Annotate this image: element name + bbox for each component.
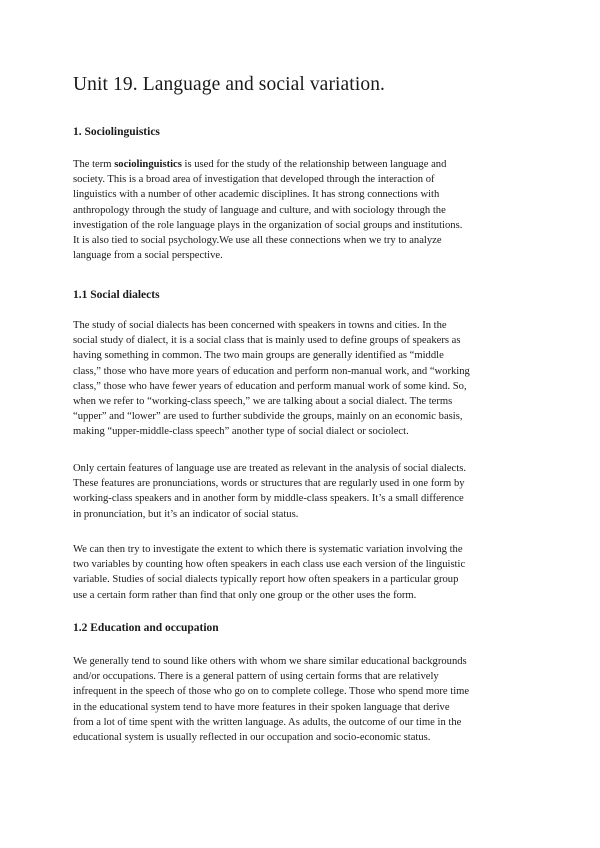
text-line xyxy=(73,157,531,172)
paragraph-social-dialects-1 xyxy=(73,318,531,440)
text-line: making “upper-middle-class speech” another type of social dialect or sociolect. xyxy=(73,426,409,438)
paragraph-sociolinguistics-intro xyxy=(73,157,531,263)
text-line: society. This is a broad area of investigation that developed through the interaction of xyxy=(73,174,435,186)
text-line: two variables by counting how often speakers in each class use each version of the linguistic xyxy=(73,559,466,571)
text-line: having something in common. The two main groups are generally identified as “middle xyxy=(73,350,444,362)
text-line: These features are pronunciations, words or structures that are regularly used in one form by xyxy=(73,478,465,490)
text-line: The study of social dialects has been concerned with speakers in towns and cities. In the xyxy=(73,320,447,331)
term-sociolinguistics: sociolinguistics xyxy=(114,159,182,170)
text-line: in the educational system tend to have more features in their spoken language that derive xyxy=(73,701,450,713)
text-line: educational system is usually reflected in our occupation and socio-economic status. xyxy=(73,731,431,743)
text-line: in pronunciation, but it’s an indicator of social status. xyxy=(73,508,299,520)
text-run: The term xyxy=(73,159,115,170)
text-line: language from a social perspective. xyxy=(73,250,223,262)
text-line: Only certain features of language use are treated as relevant in the analysis of social dialects. xyxy=(73,463,466,474)
page-title: Unit 19. Language and social variation. xyxy=(73,74,386,95)
text-line: We generally tend to sound like others with whom we share similar educational backgrounds xyxy=(73,656,467,667)
paragraph-education-occupation xyxy=(73,654,531,745)
text-line: “upper” and “lower” are used to further subdivide the groups, mainly on an economic basis, xyxy=(73,411,463,423)
section-heading-sociolinguistics: 1. Sociolinguistics xyxy=(73,126,160,138)
text-line: and/or occupations. There is a general pattern of using certain forms that are relatively xyxy=(73,671,439,683)
text-line: infrequent in the speech of those who go on to complete college. Those who spend more time xyxy=(73,686,470,698)
paragraph-social-dialects-3 xyxy=(73,542,531,603)
text-line: linguistics with a number of other academic disciplines. It has strong connections with xyxy=(73,189,440,201)
text-line: working-class speakers and in another form by middle-class speakers. It’s a small difference xyxy=(73,493,464,505)
text-line: It is also tied to social psychology.We use all these connections when we try to analyze xyxy=(73,234,442,246)
section-heading-social-dialects: 1.1 Social dialects xyxy=(73,289,160,301)
text-line: investigation of the role language plays in the organization of social groups and institutions. xyxy=(73,219,463,231)
section-heading-education-occupation: 1.2 Education and occupation xyxy=(73,622,219,634)
text-line: variable. Studies of social dialects typically report how often speakers in a particular group xyxy=(73,574,459,586)
text-line: social study of dialect, it is a social class that is mainly used to define groups of speakers as xyxy=(73,335,461,347)
text-line: class,” those who have fewer years of education and perform manual work of some kind. So, xyxy=(73,380,467,392)
text-line: use a certain form rather than find that only one group or the other uses the form. xyxy=(73,589,417,601)
text-line: class,” those who have more years of education and perform non-manual work, and “working xyxy=(73,365,470,377)
text-line: from a lot of time spent with the written language. As adults, the outcome of our time in the xyxy=(73,716,462,728)
text-line: We can then try to investigate the extent to which there is systematic variation involving the xyxy=(73,544,463,555)
text-run: is used for the study of the relationship between language and xyxy=(181,159,447,170)
text-line: when we refer to “working-class speech,” we are talking about a social dialect. The terms xyxy=(73,395,453,407)
paragraph-social-dialects-2 xyxy=(73,461,531,522)
text-line: anthropology through the study of language and culture, and with sociology through the xyxy=(73,204,446,216)
